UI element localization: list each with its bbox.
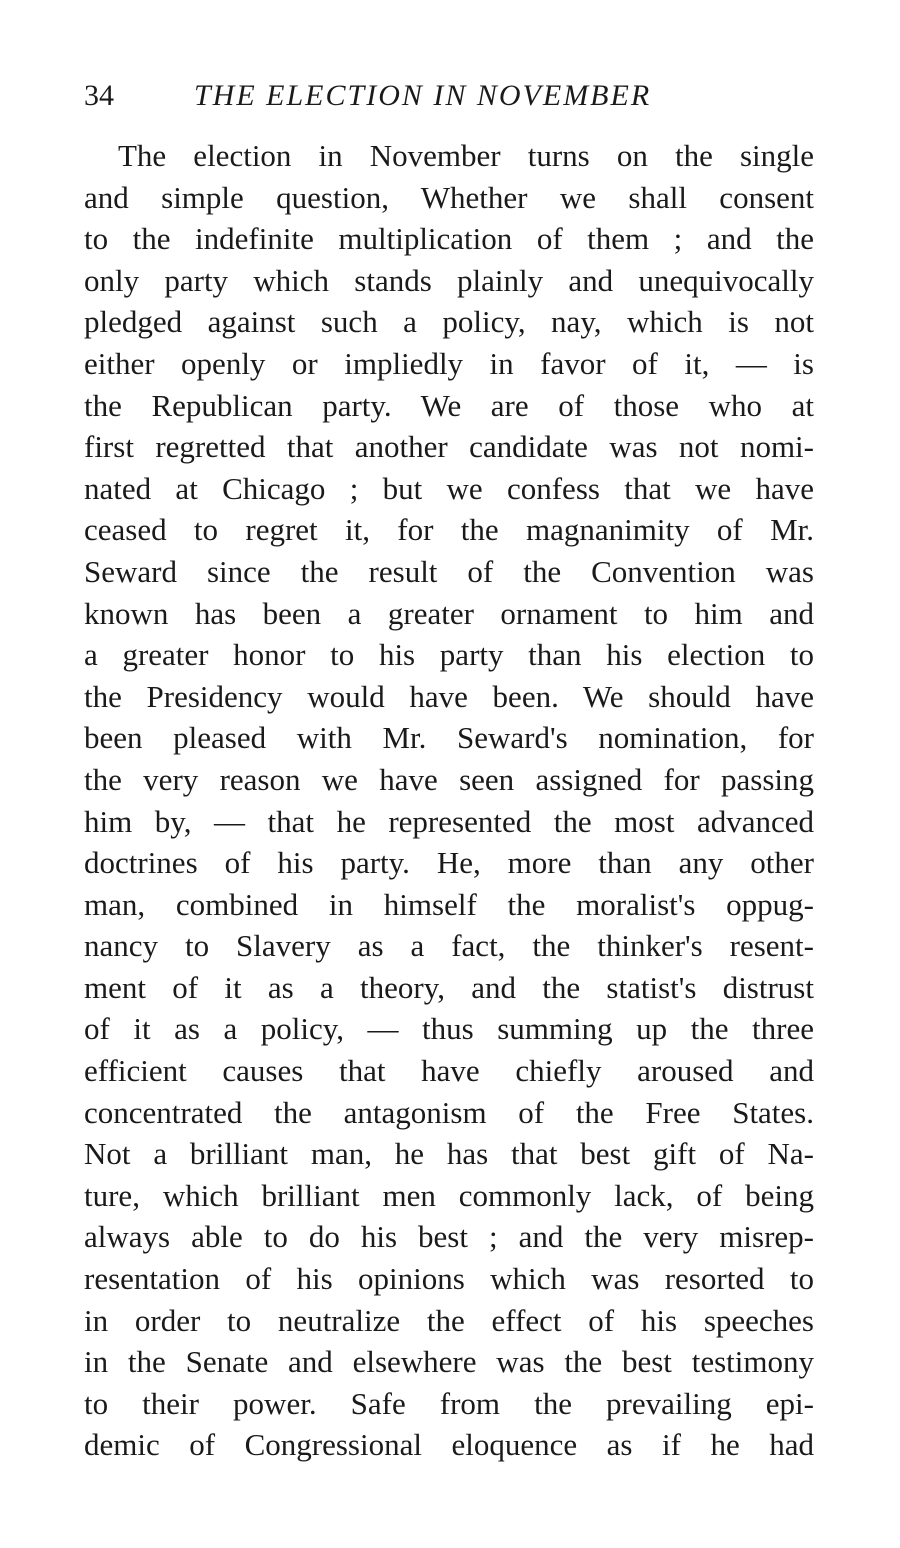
running-head xyxy=(84,74,824,118)
text-line: a greater honor to his party than his election to xyxy=(84,637,814,673)
running-title: THE ELECTION IN NOVEMBER xyxy=(194,79,652,112)
text-line: to their power. Safe from the prevailing epi- xyxy=(84,1385,814,1421)
text-line: ment of it as a theory, and the statist's distrust xyxy=(84,969,814,1005)
text-line: Not a brilliant man, he has that best gift of Na- xyxy=(84,1136,814,1172)
text-line: nancy to Slavery as a fact, the thinker's resent- xyxy=(84,928,814,964)
text-line: demic of Congressional eloquence as if he had xyxy=(84,1427,814,1463)
text-line: doctrines of his party. He, more than any other xyxy=(84,845,814,881)
text-line: The election in November turns on the single xyxy=(118,138,814,173)
text-line: only party which stands plainly and unequivocally xyxy=(84,262,814,298)
text-line: concentrated the antagonism of the Free States. xyxy=(84,1094,814,1130)
page-number: 34 xyxy=(84,79,114,112)
text-line: the Republican party. We are of those who at xyxy=(84,387,814,423)
text-line: either openly or impliedly in favor of it, — is xyxy=(84,345,814,381)
text-line: first regretted that another candidate was not nomi- xyxy=(84,429,814,465)
text-line: efficient causes that have chiefly aroused and xyxy=(84,1053,814,1089)
text-line: him by, — that he represented the most advanced xyxy=(84,803,814,839)
text-line: of it as a policy, — thus summing up the three xyxy=(84,1011,814,1047)
text-line: been pleased with Mr. Seward's nomination, for xyxy=(84,720,814,756)
text-line: Seward since the result of the Convention was xyxy=(84,553,814,589)
text-line: ture, which brilliant men commonly lack, of being xyxy=(84,1177,814,1213)
text-line: and simple question, Whether we shall consent xyxy=(84,179,814,215)
text-line: resentation of his opinions which was resorted to xyxy=(84,1261,814,1297)
text-line: known has been a greater ornament to him and xyxy=(84,595,814,631)
text-line: the Presidency would have been. We should have xyxy=(84,678,814,714)
text-line: to the indefinite multiplication of them ; and the xyxy=(84,221,814,257)
text-line: pledged against such a policy, nay, which is not xyxy=(84,304,814,340)
body-text xyxy=(84,135,814,1466)
text-line: in order to neutralize the effect of his speeches xyxy=(84,1302,814,1338)
text-line: nated at Chicago ; but we confess that we have xyxy=(84,470,814,506)
text-line: in the Senate and elsewhere was the best testimony xyxy=(84,1344,814,1380)
text-line: always able to do his best ; and the very misrep- xyxy=(84,1219,814,1255)
text-line: ceased to regret it, for the magnanimity of Mr. xyxy=(84,512,814,548)
text-line: man, combined in himself the moralist's oppug- xyxy=(84,886,814,922)
text-line: the very reason we have seen assigned for passing xyxy=(84,761,814,797)
